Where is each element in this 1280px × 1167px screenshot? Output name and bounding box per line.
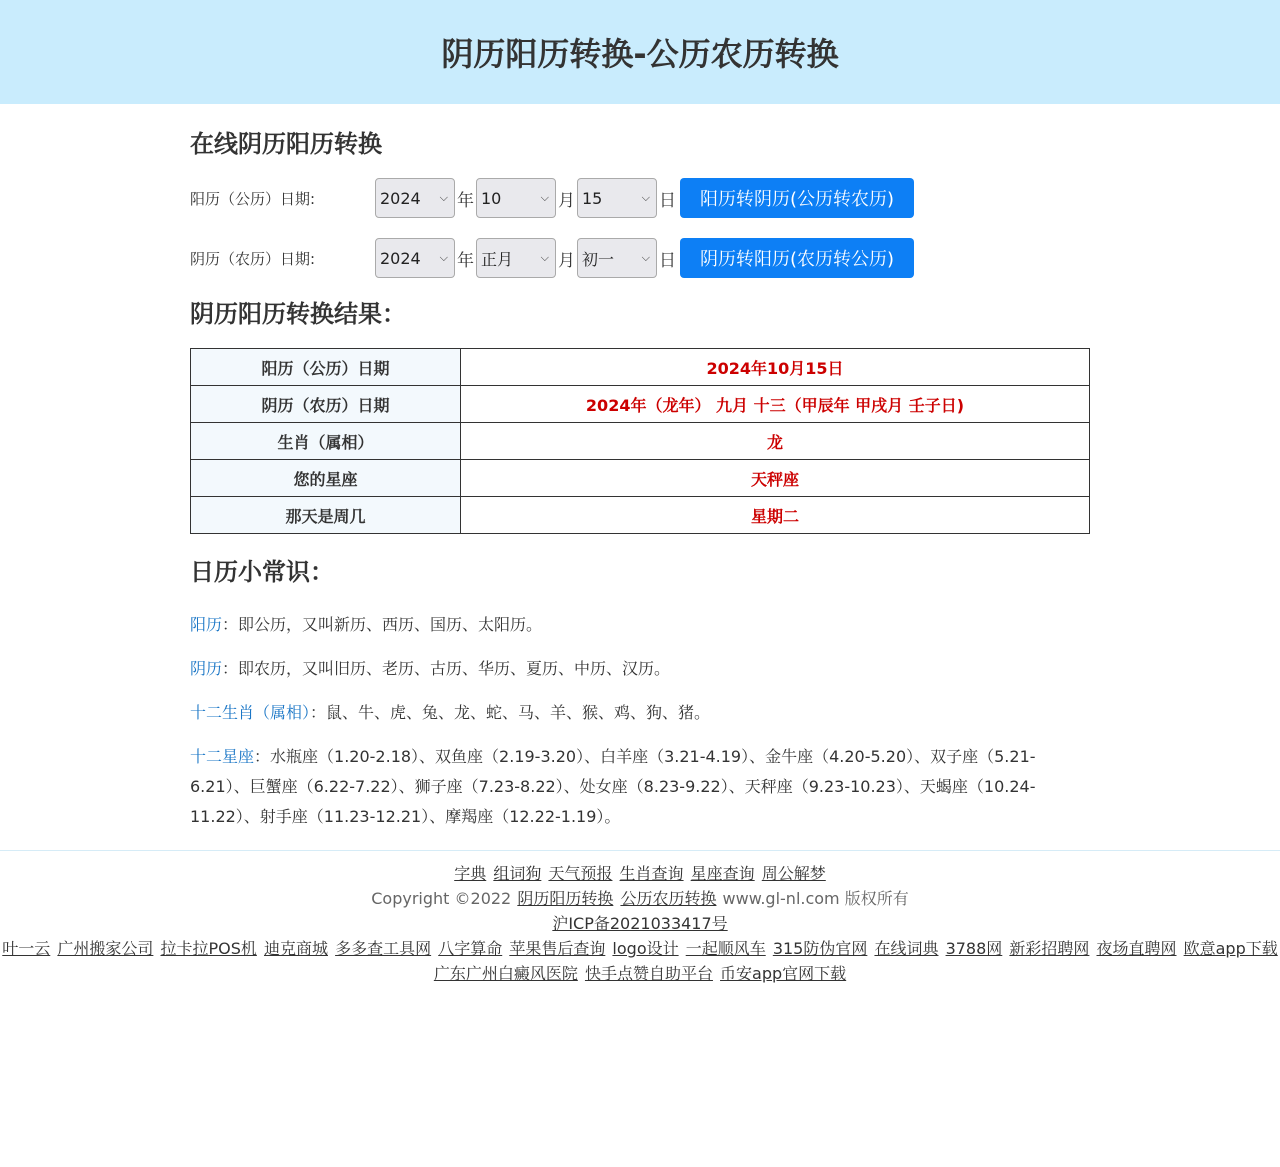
result-value: 2024年（龙年） 九月 十三（甲辰年 甲戌月 壬子日)	[461, 386, 1090, 423]
friend-link[interactable]: 新彩招聘网	[1009, 939, 1090, 958]
knowledge-term: 十二生肖（属相）	[190, 703, 311, 722]
page-title: 阴历阳历转换-公历农历转换	[441, 35, 839, 73]
lunar-date-row	[190, 238, 1090, 278]
lunar-to-solar-button[interactable]: 阴历转阳历(农历转公历)	[680, 238, 914, 278]
table-row	[191, 386, 1090, 423]
knowledge-item	[190, 698, 1090, 728]
copyright-link[interactable]: 阴历阳历转换	[517, 889, 614, 908]
friend-link[interactable]: 多多查工具网	[335, 939, 432, 958]
footer-icp	[0, 911, 1280, 936]
knowledge-sep: ：	[254, 747, 271, 766]
solar-month-select[interactable]	[476, 178, 556, 218]
friend-link[interactable]: 币安app官网下载	[720, 964, 847, 983]
chevron-down-icon: ⌵	[439, 251, 448, 264]
result-value: 星期二	[461, 497, 1090, 534]
knowledge-term: 阳历	[190, 615, 223, 634]
footer-link-weather[interactable]: 天气预报	[548, 864, 613, 883]
lunar-month-value: 正月	[481, 249, 514, 269]
friend-link[interactable]: 一起顺风车	[685, 939, 766, 958]
friend-links	[0, 936, 1280, 986]
friend-link[interactable]: 迪克商城	[263, 939, 328, 958]
knowledge-text: 水瓶座（1.20-2.18）、双鱼座（2.19-3.20）、白羊座（3.21-4.19）、金牛座（4.20-5.20）、双子座（5.21-6.21）、巨蟹座（6.22-7.22）、狮子座（7.23-8.22）、处女座（8.23-9.22）、天秤座（9.23-10.23）、天蝎座（10.24-11.22）、射手座（11.23-12.21）、摩羯座（12.22-1.19）。	[190, 747, 1036, 826]
footer-link-dream[interactable]: 周公解梦	[761, 864, 826, 883]
result-key: 那天是周几	[191, 497, 461, 534]
copyright-link[interactable]: 公历农历转换	[620, 889, 717, 908]
table-row	[191, 423, 1090, 460]
result-key: 您的星座	[191, 460, 461, 497]
table-row	[191, 460, 1090, 497]
solar-day-select[interactable]	[577, 178, 657, 218]
knowledge-title: 日历小常识：	[190, 558, 334, 586]
result-value: 天秤座	[461, 460, 1090, 497]
table-row	[191, 497, 1090, 534]
solar-date-row	[190, 178, 1090, 218]
page-header	[0, 0, 1280, 104]
month-unit: 月	[558, 190, 575, 211]
knowledge-item	[190, 742, 1090, 832]
solar-year-value: 2024	[380, 188, 421, 208]
result-table	[190, 348, 1090, 534]
lunar-date-label: 阴历（农历）日期:	[190, 249, 316, 268]
friend-link[interactable]: 在线词典	[874, 939, 939, 958]
friend-link[interactable]: 八字算命	[438, 939, 503, 958]
friend-link[interactable]: 315防伪官网	[772, 939, 868, 958]
year-unit: 年	[457, 250, 474, 271]
friend-link[interactable]: logo设计	[612, 939, 679, 958]
chevron-down-icon: ⌵	[439, 191, 448, 204]
friend-link[interactable]: 3788网	[945, 939, 1003, 958]
knowledge-sep: ：	[222, 659, 239, 678]
knowledge-sep: ：	[310, 703, 327, 722]
lunar-day-value: 初一	[582, 249, 615, 269]
solar-date-label: 阳历（公历）日期:	[190, 189, 316, 208]
footer-nav	[0, 861, 1280, 886]
lunar-year-value: 2024	[380, 248, 421, 268]
lunar-month-select[interactable]	[476, 238, 556, 278]
copyright-suffix: www.gl-nl.com 版权所有	[722, 889, 909, 908]
knowledge-item	[190, 654, 1090, 684]
solar-day-value: 15	[582, 188, 603, 208]
friend-link[interactable]: 快手点赞自助平台	[584, 964, 713, 983]
chevron-down-icon: ⌵	[540, 251, 549, 264]
result-key: 阳历（公历）日期	[191, 349, 461, 386]
knowledge-term: 十二星座	[190, 747, 255, 766]
footer-link-zuci[interactable]: 组词狗	[493, 864, 542, 883]
result-key: 阴历（农历）日期	[191, 386, 461, 423]
friend-link[interactable]: 欧意app下载	[1183, 939, 1278, 958]
result-value: 2024年10月15日	[461, 349, 1090, 386]
day-unit: 日	[659, 190, 676, 211]
knowledge-text: 鼠、牛、虎、兔、龙、蛇、马、羊、猴、鸡、狗、猪。	[326, 703, 711, 722]
converter-title: 在线阴历阳历转换	[190, 130, 382, 158]
knowledge-text: 即公历，又叫新历、西历、国历、太阳历。	[238, 615, 543, 634]
friend-link[interactable]: 广东广州白癜风医院	[433, 964, 578, 983]
knowledge-text: 即农历，又叫旧历、老历、古历、华历、夏历、中历、汉历。	[238, 659, 671, 678]
friend-link[interactable]: 苹果售后查询	[509, 939, 606, 958]
knowledge-term: 阴历	[190, 659, 223, 678]
page-footer	[0, 850, 1280, 986]
icp-link[interactable]: 沪ICP备2021033417号	[552, 914, 728, 933]
result-value: 龙	[461, 423, 1090, 460]
knowledge-item	[190, 610, 1090, 640]
friend-link[interactable]: 拉卡拉POS机	[160, 939, 257, 958]
chevron-down-icon: ⌵	[641, 251, 650, 264]
footer-copyright	[0, 886, 1280, 911]
friend-link[interactable]: 叶一云	[2, 939, 51, 958]
knowledge-sep: ：	[222, 615, 239, 634]
solar-year-select[interactable]	[375, 178, 455, 218]
friend-link[interactable]: 广州搬家公司	[57, 939, 154, 958]
chevron-down-icon: ⌵	[641, 191, 650, 204]
copyright-prefix: Copyright ©2022	[371, 889, 512, 908]
month-unit: 月	[558, 250, 575, 271]
footer-link-zodiac[interactable]: 生肖查询	[619, 864, 684, 883]
main-content	[190, 104, 1090, 832]
friend-link[interactable]: 夜场直聘网	[1096, 939, 1177, 958]
solar-month-value: 10	[481, 188, 502, 208]
year-unit: 年	[457, 190, 474, 211]
footer-link-zidian[interactable]: 字典	[454, 864, 487, 883]
solar-to-lunar-button[interactable]: 阳历转阴历(公历转农历)	[680, 178, 914, 218]
result-title: 阴历阳历转换结果：	[190, 300, 406, 328]
table-row	[191, 349, 1090, 386]
lunar-year-select[interactable]	[375, 238, 455, 278]
chevron-down-icon: ⌵	[540, 191, 549, 204]
result-key: 生肖（属相）	[191, 423, 461, 460]
footer-link-constellation[interactable]: 星座查询	[690, 864, 755, 883]
lunar-day-select[interactable]	[577, 238, 657, 278]
day-unit: 日	[659, 250, 676, 271]
